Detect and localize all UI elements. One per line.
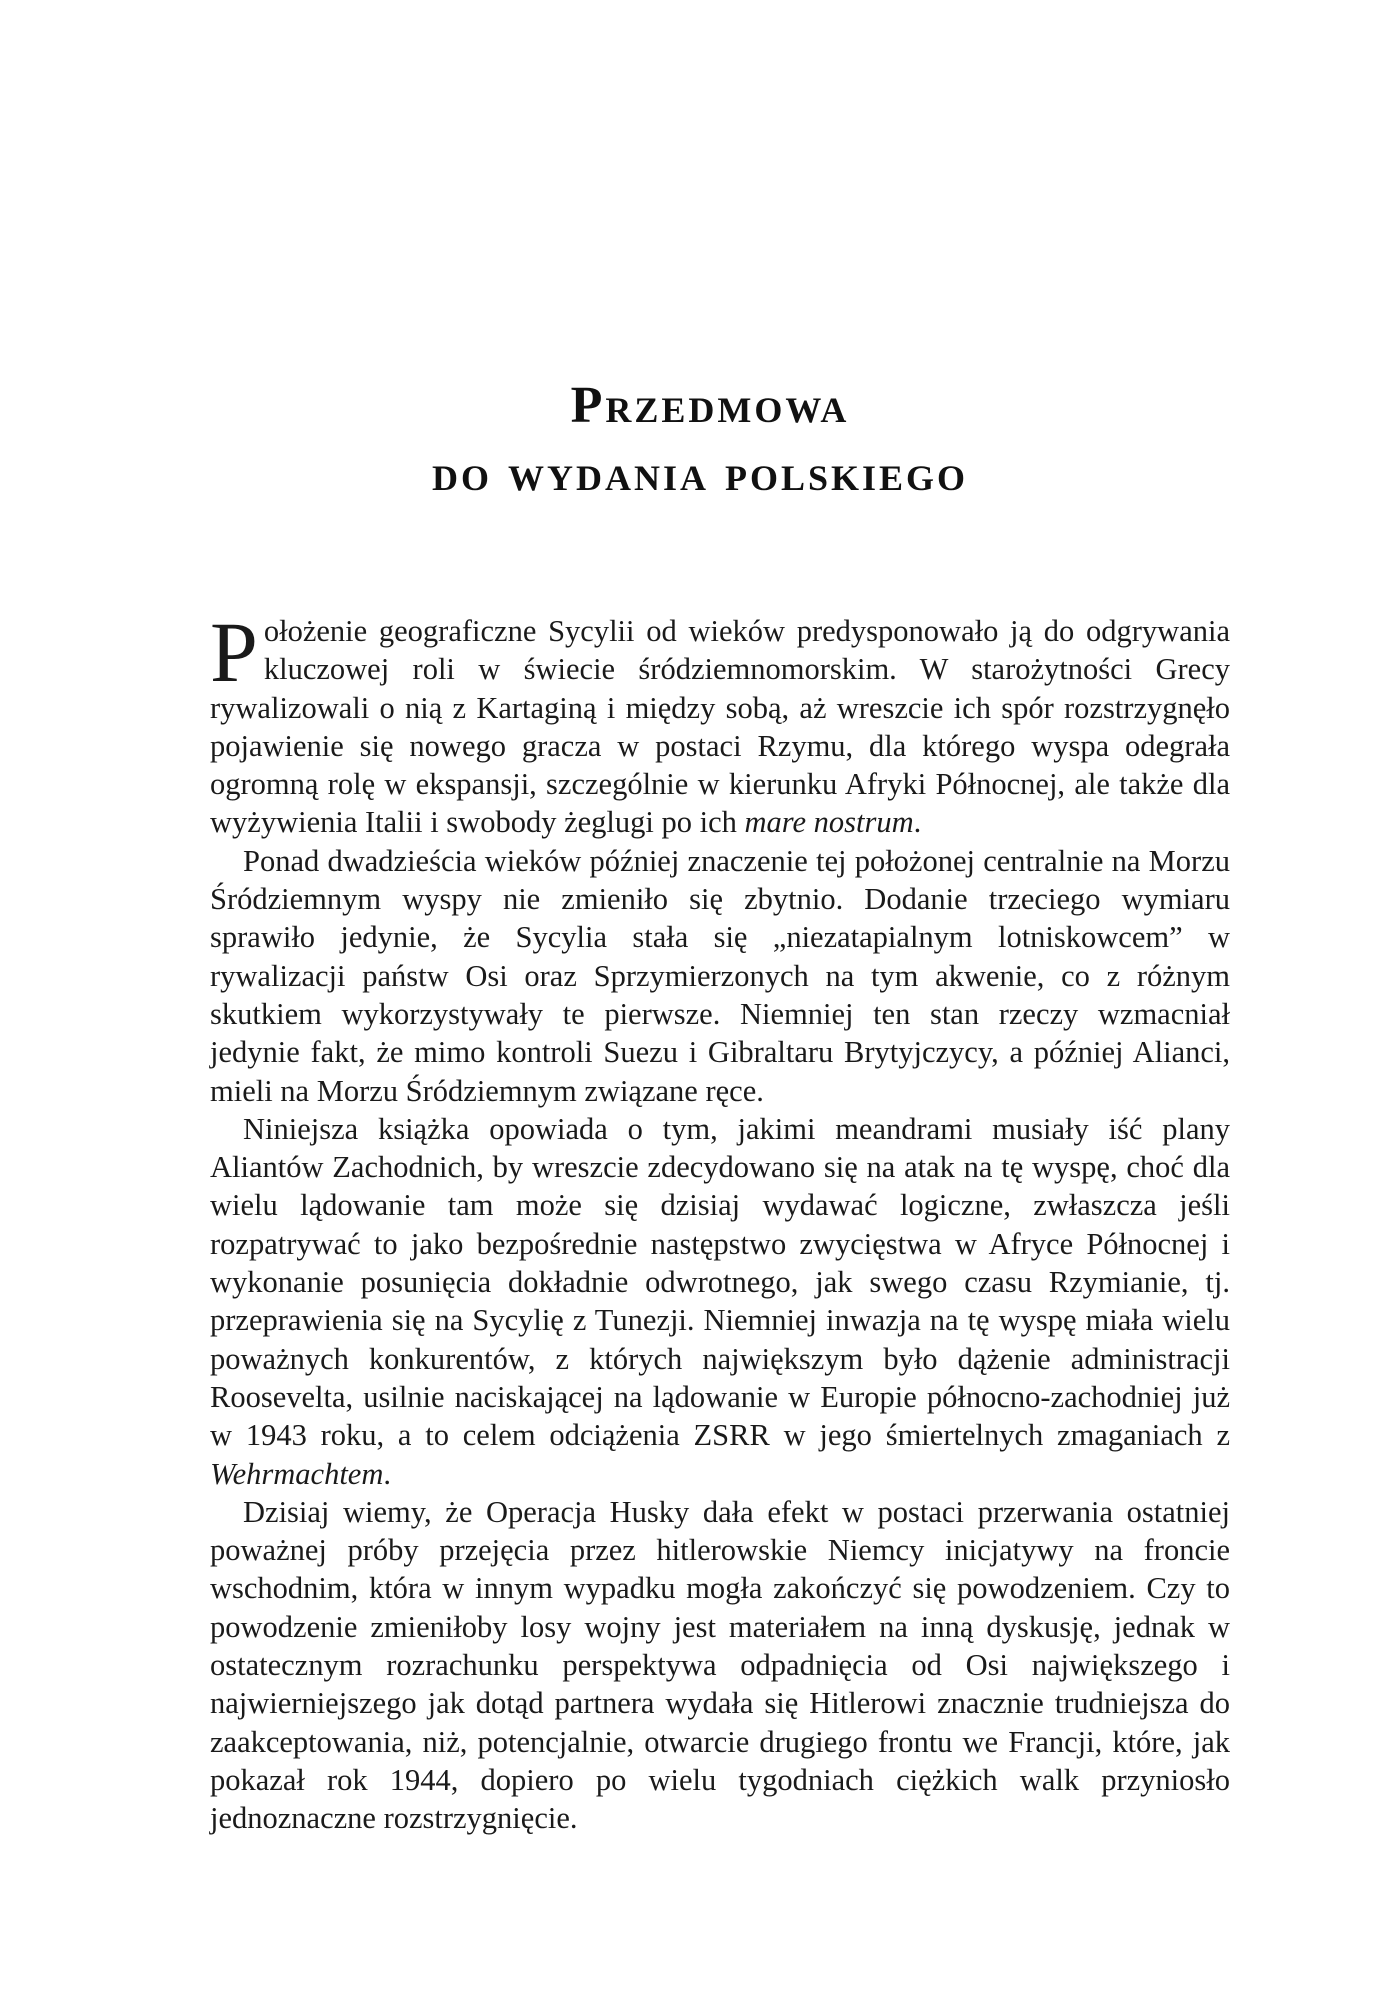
paragraph-1-text: ołożenie geograficzne Sycylii od wieków predysponowało ją do odgrywania kluczowej roli w świecie śródziemnomorskim. W starożytności Grecy rywalizowali o nią z Kartaginą i między sobą, aż wreszcie ich spór rozstrzygnęło pojawienie się nowego gracza w postaci Rzymu, dla którego wyspa odegrała ogromną rolę w ekspansji, szczególnie w kierunku Afryki Północnej, ale także dla wyżywienia Italii i swobody żeglugi po ich [210,614,1230,840]
chapter-title [0,375,1400,505]
paragraph-4: Dzisiaj wiemy, że Operacja Husky dała efekt w postaci przerwania ostatniej poważnej próby przejęcia przez hitlerowskie Niemcy inicjatywy na froncie wschodnim, która w innym wypadku mogła zakończyć się powodzeniem. Czy to powodzenie zmieniłoby losy wojny jest materiałem na inną dyskusję, jednak w ostatecznym rozrachunku perspektywa odpadnięcia od Osi największego i najwierniejszego jak dotąd partnera wydała się Hitlerowi znacznie trudniejsza do zaakceptowania, niż, potencjalnie, otwarcie drugiego frontu we Francji, które, jak pokazał rok 1944, dopiero po wielu tygodniach ciężkich walk przyniosło jednoznaczne rozstrzygnięcie. [210,1494,1230,1836]
paragraph-1-italic: mare nostrum [744,805,914,840]
body-text [210,604,1230,1838]
drop-cap: P [210,604,258,700]
title-line-1: Przedmowa [570,377,850,434]
paragraph-3 [210,1110,1230,1493]
paragraph-2: Ponad dwadzieścia wieków później znaczenie tej położonej centralnie na Morzu Śródziemnym wyspy nie zmieniło się zbytnio. Dodanie trzeciego wymiaru sprawiło jedynie, że Sycylia stała się „niezatapialnym lotniskowcem” w rywalizacji państw Osi oraz Sprzymierzonych na tym akwenie, co z różnym skutkiem wykorzystywały te pierwsze. Niemniej ten stan rzeczy wzmacniał jedynie fakt, że mimo kontroli Suezu i Gibraltaru Brytyjczycy, a później Alianci, mieli na Morzu Śródziemnym związane ręce. [210,843,1230,1108]
paragraph-1 [210,604,1230,842]
paragraph-3-italic: Wehrmachtem [210,1456,384,1491]
paragraph-1-end: . [913,805,922,840]
paragraph-3-text: Niniejsza książka opowiada o tym, jakimi meandrami musiały iść plany Aliantów Zachodnich, by wreszcie zdecydowano się na atak na tę wyspę, choć dla wielu lądowanie tam może się dzisiaj wydawać logiczne, zwłaszcza jeśli rozpatrywać to jako bezpośrednie następstwo zwycięstwa w Afryce Północnej i wykonanie posunięcia dokładnie odwrotnego, jak swego czasu Rzymianie, tj. przeprawienia się na Sycylię z Tunezji. Niemniej inwazja na tę wyspę miała wielu poważnych konkurentów, z których największym było dążenie administracji Roosevelta, usilnie naciskającej na lądowanie w Europie północno-zachodniej już w 1943 roku, a to celem odciążenia ZSRR w jego śmiertelnych zmaganiach z [210,1111,1230,1453]
paragraph-3-end: . [383,1456,391,1491]
title-line-2: do wydania polskiego [431,445,969,502]
